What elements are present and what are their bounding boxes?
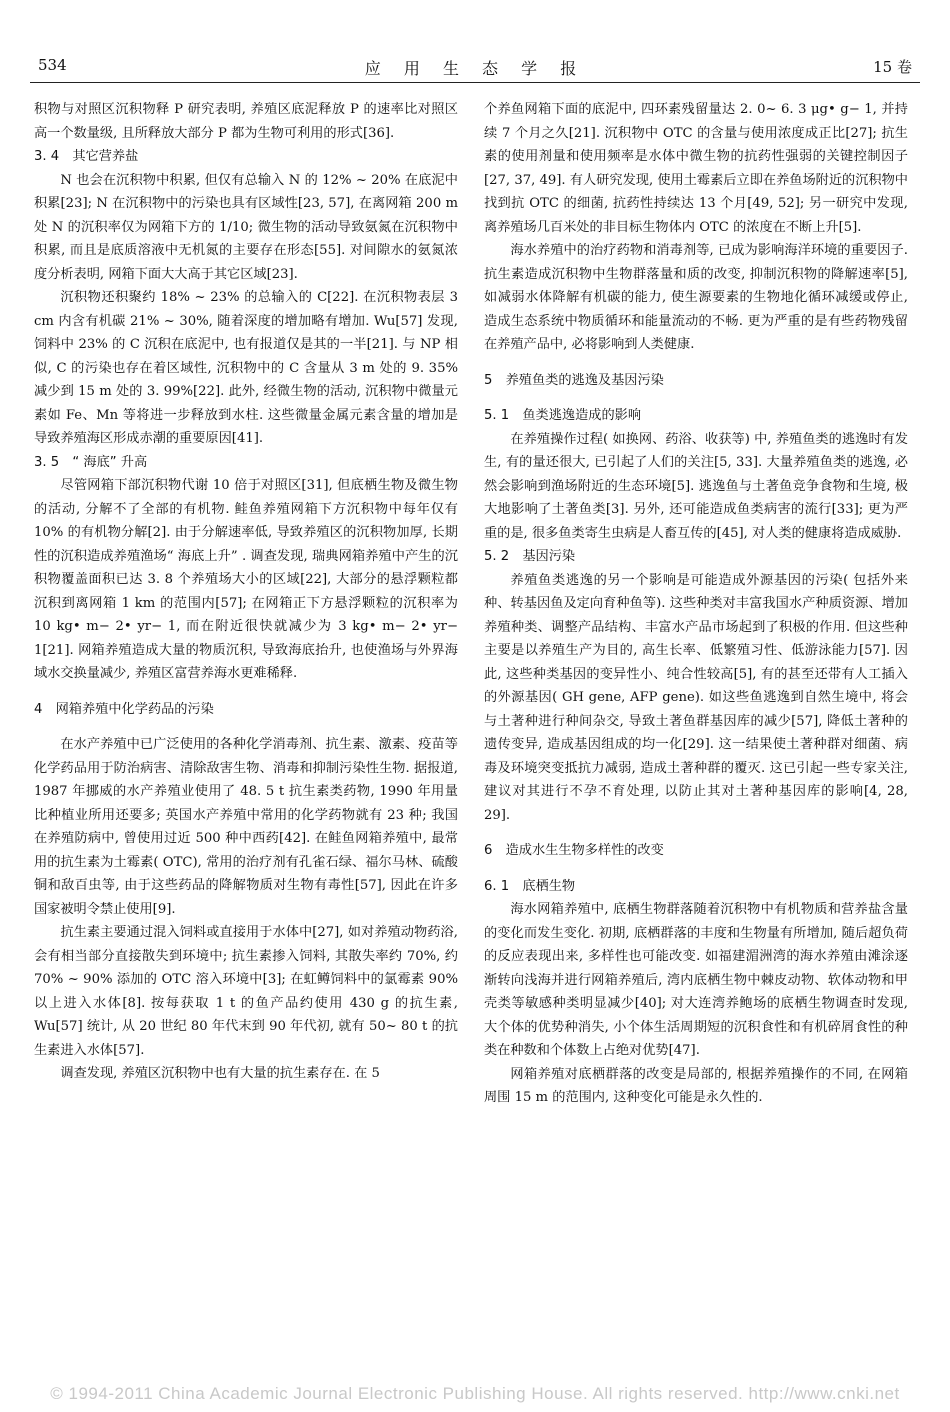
right-column — [484, 98, 908, 1110]
paragraph: 海水网箱养殖中, 底栖生物群落随着沉积物中有机物质和营养盐含量的变化而发生变化. 初期, 底栖群落的丰度和生物量有所增加, 随后超负荷的反应表现出来, 多样性也可能改变. 如福建湄洲湾的海水养殖由滩涂逐渐转向浅海并进行网箱养殖后, 湾内底栖生物中棘皮动物、软体动物和甲壳类等敏感种类明显减少[40]; 对大连湾养鲍场的底栖生物调查时发现, 大个体的优势种消失, 小个体生活周期短的沉积食性和有机碎屑食性的种类在种数和个体数上占绝对优势[47]. — [484, 902, 908, 1058]
volume-label: 15 卷 — [873, 58, 912, 76]
paragraph: 积物与对照区沉积物释 P 研究表明, 养殖区底泥释放 P 的速率比对照区高一个数量级, 且所释放大部分 P 都为生物可利用的形式[36]. — [34, 102, 458, 141]
subsection-heading: 5. 2 基因污染 — [484, 549, 576, 564]
paragraph: 养殖鱼类逃逸的另一个影响是可能造成外源基因的污染( 包括外来种、转基因鱼及定向育种鱼等). 这些种类对丰富我国水产种质资源、增加养殖种类、调整产品结构、丰富水产品市场起到了积极的作用. 但这些种主要是以养殖生产为目的, 高生长率、低繁殖习性、低游泳能力[57]. 因此, 这些种类基因的变异性小、纯合性较高[5], 有的甚至还带有人工插入的外源基因( GH gene, AFP gene). 如这些鱼逃逸到自然生境中, 将会与土著种进行种间杂交, 导致土著鱼群基因库的减少[57], 降低土著种的遗传变异, 造成基因组成的均一化[29]. 这一结果使土著种群对细菌、病毒及环境突变抵抗力减弱, 造成土著种群的覆灭. 这已引起一些专家关注, 建议对其进行不孕不育处理, 以防止其对土著种基因库的影响[4, 28, 29]. — [484, 572, 908, 823]
paragraph: 调查发现, 养殖区沉积物中也有大量的抗生素存在. 在 5 — [60, 1066, 380, 1081]
subsection-heading: 6. 1 底栖生物 — [484, 878, 576, 894]
paragraph: 在养殖操作过程( 如换网、药浴、收获等) 中, 养殖鱼类的逃逸时有发生, 有的量还很大, 已引起了人们的关注[5, 33]. 大量养殖鱼类的逃逸, 必然会影响到渔场附近的生态环境[5]. 逃逸鱼与土著鱼竞争食物和生境, 极大地影响了土著鱼类[3]. 另外, 还可能造成鱼类病害的流行[33]; 更为严重的是, 很多鱼类寄生虫病是人畜互传的[45], 对人类的健康将造成威胁. — [484, 431, 908, 541]
journal-title: 应 用 生 态 学 报 — [364, 59, 586, 78]
subsection-heading: 5. 1 鱼类逃逸造成的影响 — [484, 408, 642, 423]
paragraph: 在水产养殖中已广泛使用的各种化学消毒剂、抗生素、激素、疫苗等化学药品用于防治病害、清除敌害生物、消毒和抑制污染性生物. 据报道, 1987 年挪威的水产养殖业使用了 48. 5 t 抗生素类药物, 1990 年用量比种植业所用还要多; 英国水产养殖中常用的化学药物就有 23 种; 我国在养殖防病中, 曾使用过近 500 种中西药[42]. 在鲑鱼网箱养殖中, 最常用的抗生素为土霉素( OTC), 常用的治疗剂有孔雀石绿、福尔马林、硫酸铜和敌百虫等, 由于这些药品的降解物质对生物有毒性[57], 因此在许多国家被明令禁止使用[9]. — [34, 737, 458, 917]
page-header — [30, 48, 920, 83]
left-column — [34, 98, 458, 1086]
paragraph: 沉积物还积聚约 18% ~ 23% 的总输入的 C[22]. 在沉积物表层 3 cm 内含有机碳 21% ~ 30%, 随着深度的增加略有增加. Wu[57] 发现, 饲料中 23% 的 C 沉积在底泥中, 也有报道仅是其的一半[21]. 与 NP 相似, C 的污染也存在着区域性, 沉积物中的 C 含量从 3 m 处的 9. 35% 减少到 15 m 处的 3. 99%[22]. 此外, 经微生物的活动, 沉积物中微量元素如 Fe、Mn 等将进一步释放到水柱. 这些微量金属元素含量的增加是导致养殖海区形成赤潮的重要原因[41]. — [34, 290, 458, 446]
subsection-heading: 3. 4 其它营养盐 — [34, 149, 139, 164]
page-number: 534 — [38, 56, 67, 74]
paragraph: 尽管网箱下部沉积物代谢 10 倍于对照区[31], 但底栖生物及微生物的活动, 分解不了全部的有机物. 鲑鱼养殖网箱下方沉积物中每年仅有 10% 的有机物分解[2]. 由于分解速率低, 导致养殖区的沉积物加厚, 长期性的沉积造成养殖渔场“ 海底上升” . 调查发现, 瑞典网箱养殖中产生的沉积物覆盖面积已达 3. 8 个养殖场大小的区域[22], 大部分的悬浮颗粒都沉积到离网箱 1 km 的范围内[57]; 在网箱正下方悬浮颗粒的沉积率为 10 kg• m− 2• yr− 1, 而在附近很快就减少为 3 kg• m− 2• yr− 1[21]. 网箱养殖造成大量的物质沉积, 导致海底抬升, 也使渔场与外界海域水交换量减少, 养殖区富营养海水更难稀释. — [34, 478, 458, 681]
paragraph: 抗生素主要通过混入饲料或直接用于水体中[27], 如对养殖动物药浴, 会有相当部分直接散失到环境中; 抗生素掺入饲料, 其散失率约 70%, 约 70% ~ 90% 添加的 OTC 溶入环境中[3]; 在虹鳟饲料中的氯霉素 90% 以上进入水体[8]. 按每获取 1 t 的鱼产品约使用 430 g 的抗生素, Wu[57] 统计, 从 20 世纪 80 年代末到 90 年代初, 就有 50~ 80 t 的抗生素进入水体[57]. — [34, 925, 458, 1058]
copyright-watermark: © 1994-2011 China Academic Journal Electronic Publishing House. All rights reserved. http://www.cnki.net — [50, 1384, 900, 1403]
paragraph: N 也会在沉积物中积累, 但仅有总输入 N 的 12% ~ 20% 在底泥中积累[23]; N 在沉积物中的污染也具有区域性[23, 57], 在离网箱 200 m 处 N 的沉积率仅为网箱下方的 1/10; 微生物的活动导致氨氮在沉积物中积累, 而且是底质溶液中无机氮的主要存在形态[55]. 对间隙水的氨氮浓度分析表明, 网箱下面大大高于其它区域[23]. — [34, 172, 458, 282]
section-heading: 6 造成水生生物多样性的改变 — [484, 843, 664, 858]
section-heading: 5 养殖鱼类的逃逸及基因污染 — [484, 372, 664, 388]
paragraph: 海水养殖中的治疗药物和消毒剂等, 已成为影响海洋环境的重要因子. 抗生素造成沉积物中生物群落量和质的改变, 抑制沉积物的降解速率[5], 如减弱水体降解有机碳的能力, 使生源要素的生物地化循环减缓或停止, 造成生态系统中物质循环和能量流动的不畅. 更为严重的是有些药物残留在养殖产品中, 必将影响到人类健康. — [484, 243, 908, 352]
paragraph: 个养鱼网箱下面的底泥中, 四环素残留量达 2. 0~ 6. 3 μg• g− 1, 并持续 7 个月之久[21]. 沉积物中 OTC 的含量与使用浓度成正比[27]; 抗生素的使用剂量和使用频率是水体中微生物的抗药性强弱的关键控制因子[27, 37, 49]. 有人研究发现, 使用土霉素后立即在养鱼场附近的沉积物中找到抗 OTC 的细菌, 抗药性持续达 13 个月[49, 52]; 另一研究中发现, 离养殖场几百米处的非目标生物体内 OTC 的浓度在不断上升[5]. — [484, 102, 908, 235]
subsection-heading: 3. 5 “ 海底” 升高 — [34, 454, 148, 470]
paragraph: 网箱养殖对底栖群落的改变是局部的, 根据养殖操作的不同, 在网箱周围 15 m 的范围内, 这种变化可能是永久性的. — [484, 1066, 908, 1105]
section-heading: 4 网箱养殖中化学药品的污染 — [34, 701, 214, 717]
